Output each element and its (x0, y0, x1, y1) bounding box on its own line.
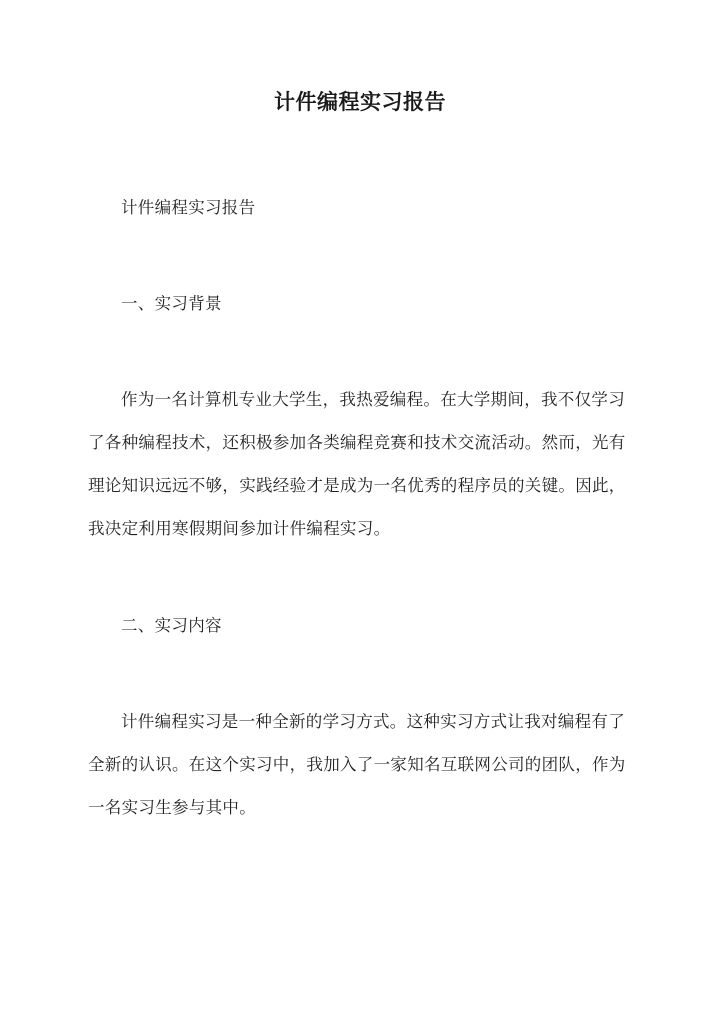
document-title: 计件编程实习报告 (274, 89, 446, 114)
document-subtitle: 计件编程实习报告 (121, 198, 256, 217)
paragraph-line: 计件编程实习是一种全新的学习方式。这种实习方式让我对编程有了 (121, 712, 625, 731)
paragraph-line: 全新的认识。在这个实习中，我加入了一家知名互联网公司的团队，作为 (88, 755, 626, 774)
paragraph-line: 作为一名计算机专业大学生，我热爱编程。在大学期间，我不仅学习 (121, 390, 625, 409)
paragraph-line: 理论知识远远不够，实践经验才是成为一名优秀的程序员的关键。因此， (88, 476, 626, 495)
paragraph-line: 了各种编程技术，还积极参加各类编程竞赛和技术交流活动。然而，光有 (88, 433, 626, 452)
paragraph-line: 我决定利用寒假期间参加计件编程实习。 (88, 519, 391, 538)
section-heading-background: 一、实习背景 (121, 294, 222, 313)
paragraph-line: 一名实习生参与其中。 (88, 798, 256, 817)
section-heading-content: 二、实习内容 (121, 616, 222, 635)
